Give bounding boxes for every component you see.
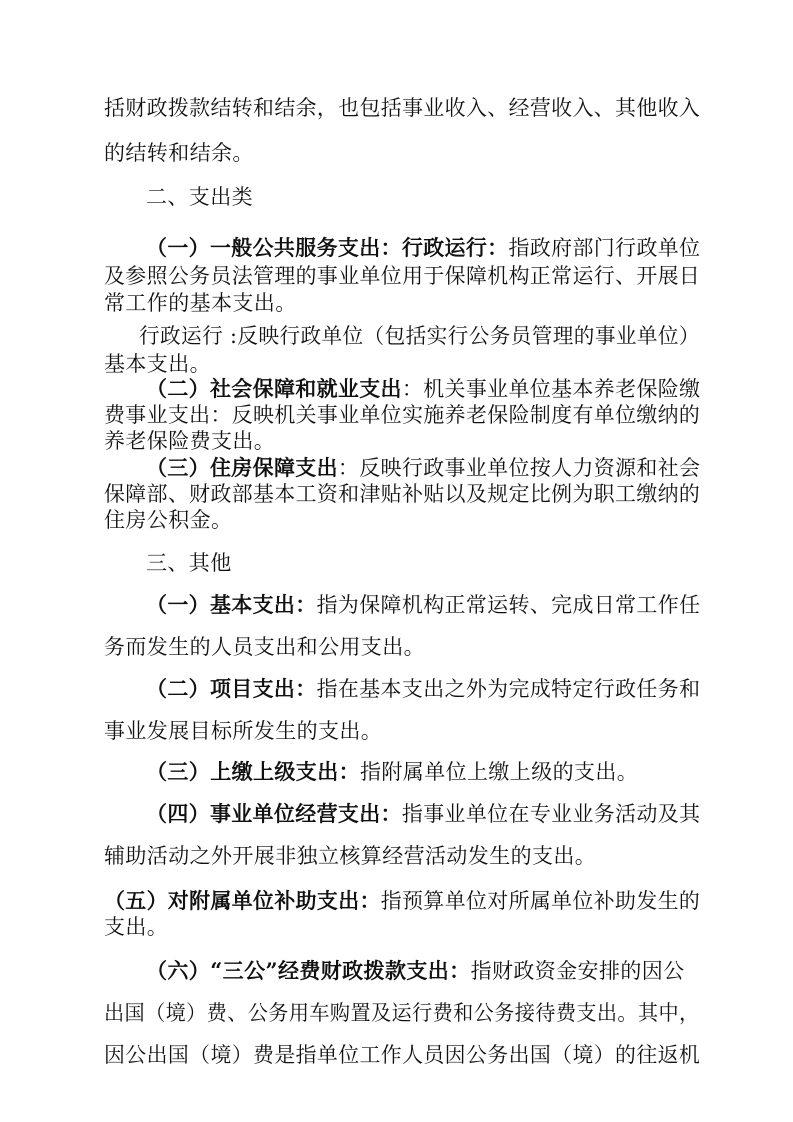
term-label: 社会保障和就业支出 [209, 376, 402, 401]
paragraph-line [146, 376, 700, 402]
paragraph-line: 住房公积金。 [104, 508, 233, 532]
term-label: （四）事业单位经营支出： [146, 801, 402, 826]
term-label: （二）项目支出： [146, 676, 317, 701]
paragraph-line [146, 801, 700, 827]
paragraph-line: 事业发展目标所发生的支出。 [104, 719, 383, 743]
term-label: （一）基本支出： [146, 592, 317, 617]
term-text: ：反映行政事业单位按人力资源和社会 [337, 456, 701, 480]
paragraph-line [146, 592, 700, 618]
term-label: 住房保障支出 [209, 455, 338, 480]
paragraph-line: 及参照公务员法管理的事业单位用于保障机构正常运行、开展日 [104, 264, 701, 288]
paragraph-line [146, 235, 700, 261]
section-heading: 三、其他 [146, 551, 232, 575]
term-text: ：机关事业单位基本养老保险缴 [401, 377, 701, 401]
term-label: （三）上缴上级支出： [146, 759, 360, 784]
paragraph-line: 的结转和结余。 [104, 141, 254, 165]
term-text: 指附属单位上缴上级的支出。 [360, 760, 639, 784]
term-number: （二） [146, 376, 210, 401]
paragraph-line: 行政运行 :反映行政单位（包括实行公务员管理的事业单位） [139, 324, 700, 348]
term-number: （三） [146, 455, 210, 480]
paragraph-line: 因公出国（境）费是指单位工作人员因公务出国（境）的往返机 [104, 1043, 701, 1067]
term-text: 指在基本支出之外为完成特定行政任务和 [316, 677, 701, 701]
term-label: （五）对附属单位补助支出： [104, 888, 381, 913]
term-text: 指为保障机构正常运转、完成日常工作任 [316, 593, 701, 617]
paragraph-line: 费事业支出：反映机关事业单位实施养老保险制度有单位缴纳的 [104, 403, 701, 427]
term-text: 指政府部门行政单位 [508, 236, 701, 260]
paragraph-line: 括财政拨款结转和结余，也包括事业收入、经营收入、其他收入 [104, 96, 701, 120]
term-text: 指事业单位在专业业务活动及其 [401, 802, 701, 826]
section-heading: 二、支出类 [146, 185, 253, 209]
paragraph-line: 养老保险费支出。 [104, 429, 276, 453]
paragraph-line [146, 676, 700, 702]
paragraph-line: 常工作的基本支出。 [104, 291, 297, 315]
term-text: 指预算单位对所属单位补助发生的 [380, 889, 701, 913]
paragraph-line: 务而发生的人员支出和公用支出。 [104, 635, 425, 659]
paragraph-line [146, 455, 700, 481]
term-text: 指财政资金安排的因公 [470, 959, 685, 983]
paragraph-line: 出国（境）费、公务用车购置及运行费和公务接待费支出。其中， [104, 1001, 700, 1025]
paragraph-line [146, 958, 685, 984]
paragraph-line [146, 759, 638, 785]
term-label: （六）“三公”经费财政拨款支出： [146, 958, 471, 983]
paragraph-line: 支出。 [104, 915, 169, 939]
paragraph-line: 基本支出。 [104, 352, 211, 376]
term-label: （一）一般公共服务支出：行政运行： [146, 235, 509, 260]
paragraph-line [104, 888, 700, 914]
paragraph-line: 保障部、财政部基本工资和津贴补贴以及规定比例为职工缴纳的 [104, 482, 701, 506]
paragraph-line: 辅助活动之外开展非独立核算经营活动发生的支出。 [104, 844, 597, 868]
